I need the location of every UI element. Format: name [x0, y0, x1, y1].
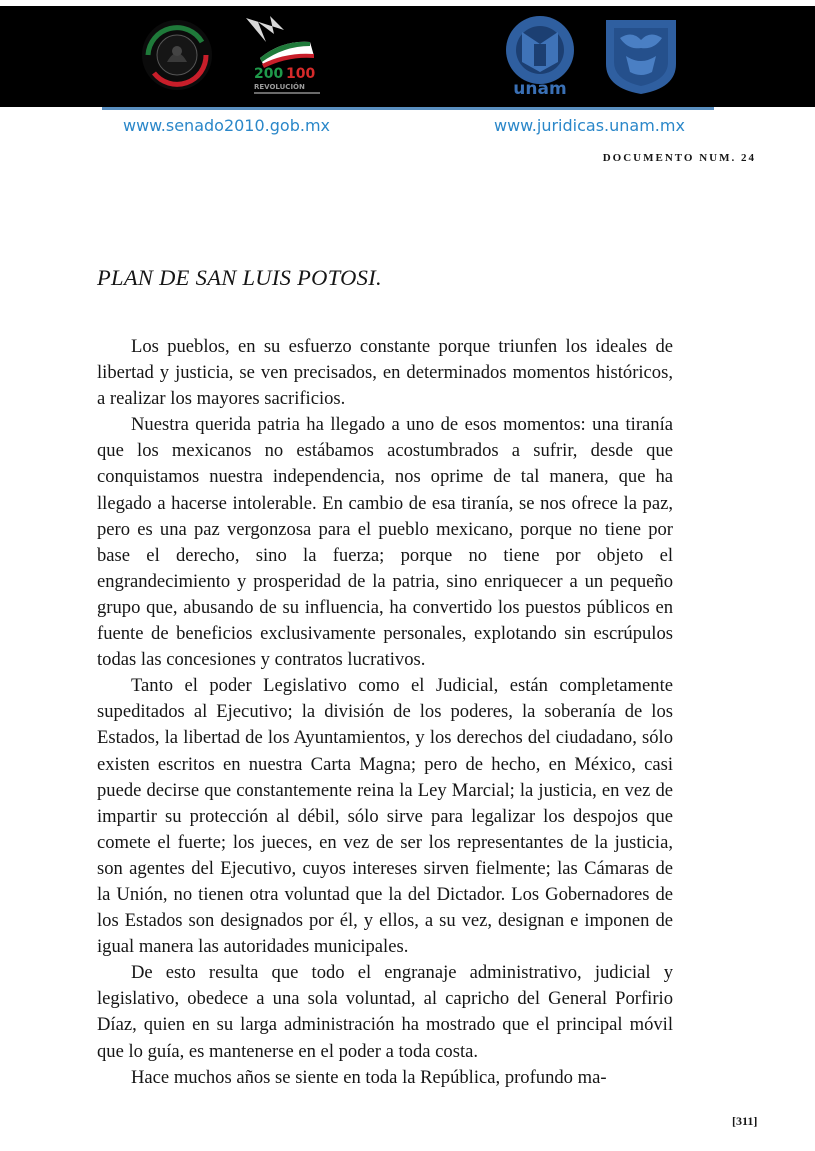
unam-escudo-icon [602, 16, 680, 96]
senado-seal-icon [140, 18, 214, 92]
iij-unam-seal-icon [500, 14, 580, 98]
body-paragraph: Tanto el poder Legislativo como el Judicial, están completamente supeditados al Ejecutivo; la división de los poderes, la soberanía de los Estados, la libertad de los Ayuntamientos, y los derechos del ciudadano, sólo existen escritos en nuestra Carta Magna; pero de hecho, en México, casi puede decirse que constantemente reina la Ley Marcial; la justicia, en vez de impartir su protección al débil, sólo sirve para legalizar los despojos que comete el fuerte; los jueces, en vez de ser los representantes de la justicia, son agentes del Ejecutivo, cuyos intereses sirven fielmente; las Cámaras de la Unión, no tienen otra voluntad que la del Dictador. Los Gobernadores de los Estados son designados por él, y ellos, a su vez, designan e imponen de igual manera las autoridades municipales. [97, 675, 673, 958]
document-number: DOCUMENTO NUM. 24 [602, 152, 756, 164]
bicentenario-2010-icon [240, 12, 324, 100]
page-number: [311] [732, 1114, 758, 1128]
svg-text:100: 100 [286, 66, 316, 82]
document-title: PLAN DE SAN LUIS POTOSI. [97, 265, 382, 290]
svg-text:unam: unam [513, 79, 567, 98]
body-paragraph: Nuestra querida patria ha llegado a uno de esos momentos: una tiranía que los mexicanos no estábamos acostumbrados a sufrir, desde que conquistamos nuestra independencia, nos oprime de tal manera, que ha llegado a hacerse intolerable. En cambio de esa tiranía, se nos ofrece la paz, pero es una paz vergonzosa para el pueblo mexicano, porque no tiene por base el derecho, sino la fuerza; porque no tiene por objeto el engrandecimiento y prosperidad de la patria, sino enriquecer a un pequeño grupo que, abusando de su influencia, ha convertido los puestos públicos en fuente de beneficios exclusivamente personales, explotando sin escrúpulos todas las concesiones y contratos lucrativos. [97, 414, 673, 671]
juridicas-link[interactable]: www.juridicas.unam.mx [494, 116, 685, 135]
header-divider [102, 107, 714, 110]
svg-text:200: 200 [254, 66, 284, 82]
senado-link[interactable]: www.senado2010.gob.mx [123, 116, 330, 135]
document-body [97, 334, 673, 1091]
body-paragraph: Hace muchos años se siente en toda la República, profundo ma- [131, 1066, 607, 1088]
body-paragraph: De esto resulta que todo el engranaje administrativo, judicial y legislativo, obedece a una sola voluntad, al capricho del General Porfirio Díaz, quien en su larga administración ha mostrado que el principal móvil que lo guía, es mantenerse en el poder a toda costa. [97, 962, 673, 1062]
body-paragraph: Los pueblos, en su esfuerzo constante porque triunfen los ideales de libertad y justicia, se ven precisados, en determinados momentos históricos, a realizar los mayores sacrificios. [97, 336, 673, 410]
header-banner [0, 6, 815, 107]
svg-text:REVOLUCIÓN: REVOLUCIÓN [254, 83, 305, 91]
